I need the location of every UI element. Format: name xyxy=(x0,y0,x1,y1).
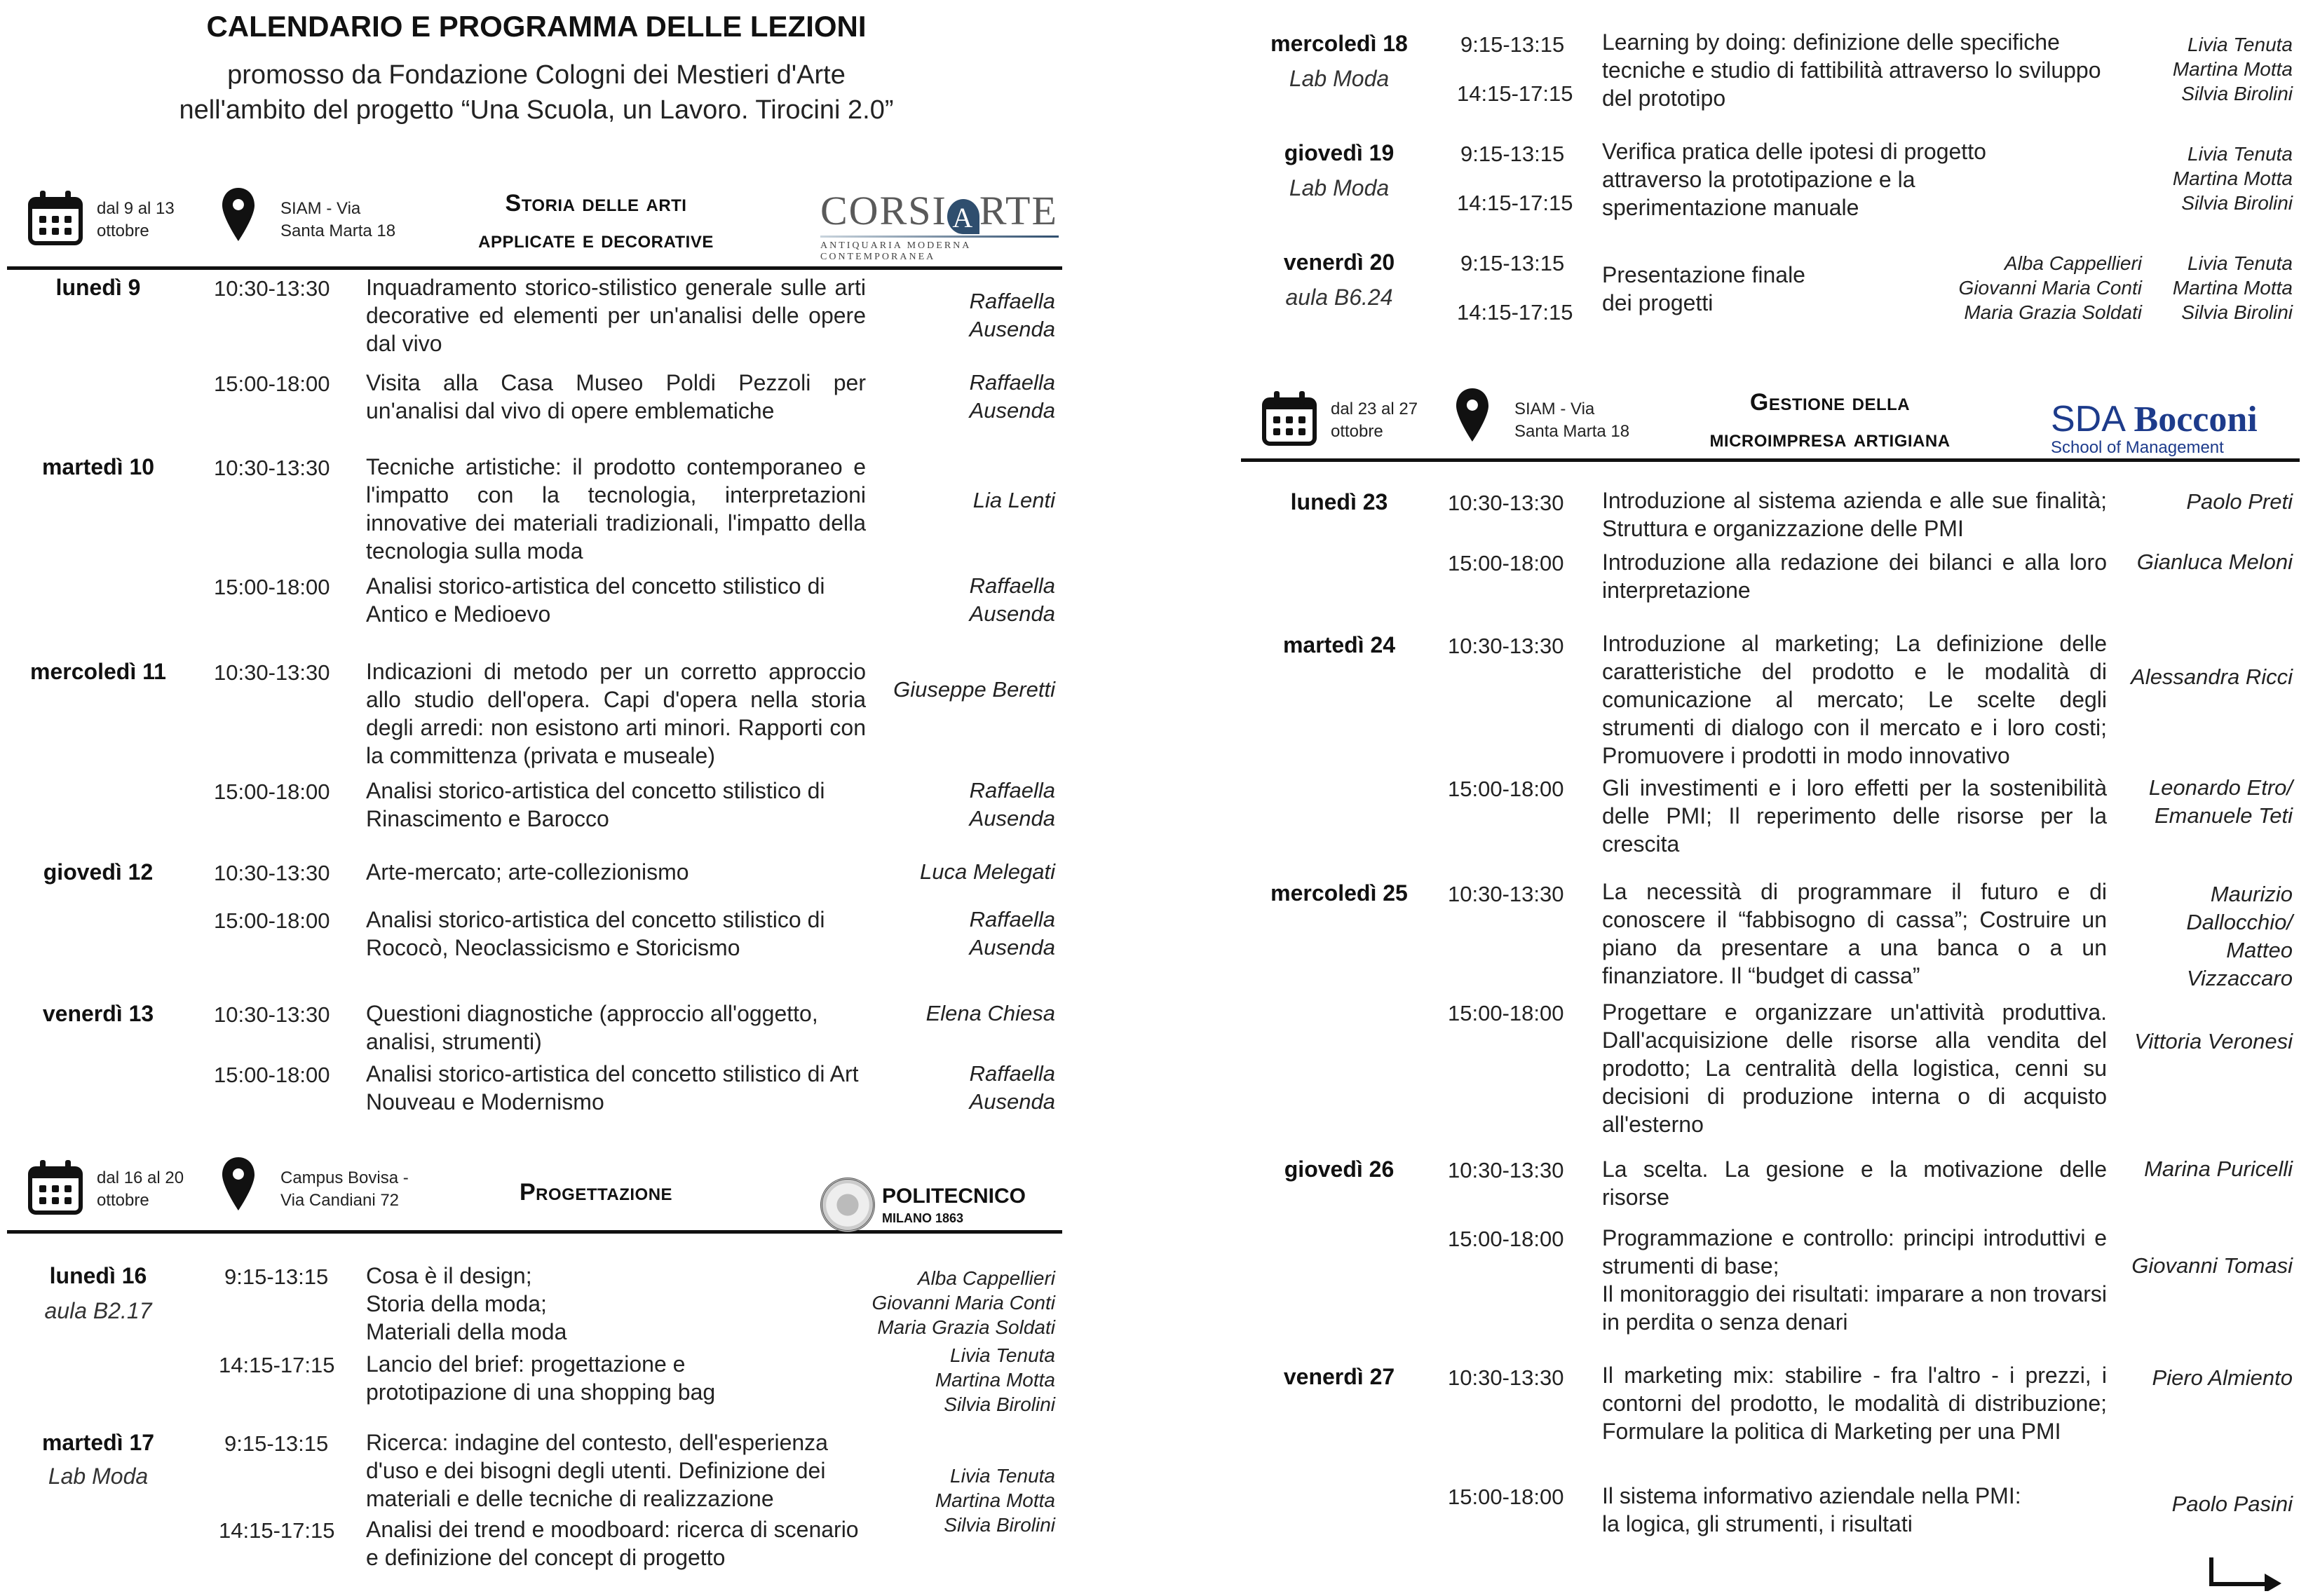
session-teacher: Giuseppe Beretti xyxy=(893,677,1055,702)
session-description: Progettare e organizzare un'attività produttiva. Dall'acquisizione delle risorse alla vendita del prodotto; La centralità della logistica, cenni su decisioni di produzione interna o di acquisto all'esterno xyxy=(1602,1000,2107,1137)
session-teachers-b: Livia Tenuta Martina Motta Silvia Birolini xyxy=(2172,252,2293,323)
session-description: Tecniche artistiche: il prodotto contemporaneo e l'impatto con la tecnologia, interpretazioni innovative dei materiali tradizionali, l'impatto della tecnologia sulla moda xyxy=(366,454,866,564)
session-description: Il sistema informativo aziendale nella PMI: la logica, gli strumenti, i risultati xyxy=(1602,1483,2021,1536)
session-time: 15:00-18:00 xyxy=(1448,777,1564,801)
session-description: Learning by doing: definizione delle specifiche tecniche e studio di fattibilità attraverso lo sviluppo del prototipo xyxy=(1602,29,2101,111)
section-title: Progettazione xyxy=(519,1179,673,1206)
day-label: lunedì 16 xyxy=(49,1263,147,1288)
session-description: Lancio del brief: progettazione e prototipazione di una shopping bag xyxy=(366,1351,716,1405)
day-label: venerdì 13 xyxy=(42,1001,154,1026)
session-description: La necessità di programmare il futuro e di conoscere il “fabbisogno di cassa”; Costruire un piano da presentare a una banca o a un finanziatore. Il “budget di cassa” xyxy=(1602,879,2107,988)
session-teacher: Leonardo Etro/ Emanuele Teti xyxy=(2148,775,2293,828)
session-time: 15:00-18:00 xyxy=(214,1063,330,1087)
politecnico-seal-icon xyxy=(820,1178,875,1232)
session-time: 15:00-18:00 xyxy=(1448,551,1564,575)
session-time: 10:30-13:30 xyxy=(1448,1365,1564,1390)
session-teacher: Alessandra Ricci xyxy=(2131,664,2293,689)
corsiarte-mark-icon: A xyxy=(947,199,979,234)
session-teacher: Gianluca Meloni xyxy=(2136,550,2293,574)
session-teachers-a: Alba Cappellieri Giovanni Maria Conti Maria Grazia Soldati xyxy=(1958,252,2142,323)
location-pin-icon xyxy=(221,186,256,243)
session-time: 9:15-13:15 xyxy=(1460,142,1565,166)
location-pin-icon xyxy=(1455,387,1490,443)
session-time: 14:15-17:15 xyxy=(1457,81,1573,106)
session-teacher: Paolo Pasini xyxy=(2171,1492,2293,1516)
arrow-turn-right-icon[interactable] xyxy=(2209,1556,2286,1591)
day-label: mercoledì 25 xyxy=(1270,880,1408,906)
room-label: aula B2.17 xyxy=(44,1298,152,1323)
session-time: 10:30-13:30 xyxy=(214,456,330,480)
politecnico-logo: POLITECNICO MILANO 1863 xyxy=(820,1178,1073,1234)
session-teachers: Livia Tenuta Martina Motta Silvia Birolini xyxy=(935,1344,1055,1415)
room-label: Lab Moda xyxy=(1289,66,1390,91)
session-description: Analisi storico-artistica del concetto stilistico di Rinascimento e Barocco xyxy=(366,778,825,831)
session-description: Analisi storico-artistica del concetto stilistico di Antico e Medioevo xyxy=(366,573,825,627)
session-description: Cosa è il design; Storia della moda; Materiali della moda xyxy=(366,1263,567,1344)
session-description: Analisi dei trend e moodboard: ricerca di scenario e definizione del concept di progetto xyxy=(366,1517,859,1570)
session-teacher: Raffaella Ausenda xyxy=(969,1061,1055,1114)
sda-bocconi-logo: SDA Bocconi School of Management xyxy=(2051,399,2258,457)
room-label: Lab Moda xyxy=(1289,175,1390,200)
day-label: mercoledì 18 xyxy=(1270,31,1408,56)
session-teacher: Elena Chiesa xyxy=(925,1001,1055,1025)
day-label: giovedì 26 xyxy=(1284,1157,1395,1182)
session-teacher: Lia Lenti xyxy=(972,488,1055,512)
session-time: 15:00-18:00 xyxy=(214,779,330,804)
session-time: 10:30-13:30 xyxy=(1448,882,1564,906)
session-time: 9:15-13:15 xyxy=(224,1264,329,1289)
session-teacher: Raffaella Ausenda xyxy=(969,573,1055,626)
session-time: 15:00-18:00 xyxy=(214,908,330,933)
location-pin-icon xyxy=(221,1156,256,1212)
subtitle-line-2: nell'ambito del progetto “Una Scuola, un Lavoro. Tirocini 2.0” xyxy=(179,95,894,125)
session-description: La scelta. La gesione e la motivazione delle risorse xyxy=(1602,1157,2107,1210)
section-title: Storia delle arti applicate e decorative xyxy=(478,190,714,253)
session-time: 10:30-13:30 xyxy=(1448,491,1564,515)
session-teacher: Vittoria Veronesi xyxy=(2134,1029,2293,1053)
session-description: Verifica pratica delle ipotesi di progetto attraverso la prototipazione e la sperimentazione manuale xyxy=(1602,139,1986,220)
session-time: 9:15-13:15 xyxy=(224,1431,329,1456)
session-description: Arte-mercato; arte-collezionismo xyxy=(366,859,689,885)
session-time: 9:15-13:15 xyxy=(1460,251,1565,275)
session-description: Programmazione e controllo: principi introduttivi e strumenti di base; Il monitoraggio dei risultati: imparare a non trovarsi in perdita o senza denari xyxy=(1602,1225,2107,1335)
calendar-icon xyxy=(28,1159,83,1215)
session-description: Introduzione alla redazione dei bilanci e alla loro interpretazione xyxy=(1602,550,2107,603)
session-time: 10:30-13:30 xyxy=(214,660,330,685)
session-description: Presentazione finale dei progetti xyxy=(1602,262,1805,315)
day-label: lunedì 23 xyxy=(1290,489,1388,514)
session-time: 9:15-13:15 xyxy=(1460,32,1565,57)
calendar-icon xyxy=(28,189,83,245)
session-teachers: Livia Tenuta Martina Motta Silvia Birolini xyxy=(935,1465,1055,1536)
session-time: 14:15-17:15 xyxy=(1457,300,1573,325)
session-description: Ricerca: indagine del contesto, dell'esperienza d'uso e dei bisogni degli utenti. Definizione dei materiali e delle tecniche di realizzazione xyxy=(366,1430,828,1511)
session-time: 10:30-13:30 xyxy=(214,861,330,885)
session-time: 15:00-18:00 xyxy=(1448,1485,1564,1509)
section-dates: dal 9 al 13 ottobre xyxy=(97,199,175,240)
session-time: 10:30-13:30 xyxy=(1448,634,1564,658)
day-label: martedì 10 xyxy=(41,454,155,479)
corsiarte-logo: CORSI A RTE ANTIQUARIA MODERNA CONTEMPORANEA xyxy=(820,188,1058,262)
session-description: Introduzione al marketing; La definizione delle caratteristiche del prodotto e le modalità di comunicazione al mercato; Le scelte degli strumenti di dialogo con il mercato e i loro costi; Promuovere i prodotti in modo innovativo xyxy=(1602,631,2107,768)
session-teacher: Paolo Preti xyxy=(2186,489,2293,514)
session-time: 15:00-18:00 xyxy=(1448,1227,1564,1251)
session-time: 15:00-18:00 xyxy=(1448,1001,1564,1025)
section-location: SIAM - Via Santa Marta 18 xyxy=(1514,400,1630,441)
session-time: 14:15-17:15 xyxy=(219,1353,335,1377)
section-title: Gestione della microimpresa artigiana xyxy=(1709,389,1951,452)
session-time: 10:30-13:30 xyxy=(214,1002,330,1027)
day-label: martedì 24 xyxy=(1282,632,1396,657)
session-time: 15:00-18:00 xyxy=(214,371,330,396)
session-description: Inquadramento storico-stilistico generale sulle arti decorative ed elementi per un'analisi delle opere dal vivo xyxy=(366,275,866,356)
session-description: Analisi storico-artistica del concetto stilistico di Rococò, Neoclassicismo e Storicismo xyxy=(366,907,825,960)
room-label: aula B6.24 xyxy=(1285,285,1393,310)
session-teacher: Raffaella Ausenda xyxy=(969,370,1055,423)
section-divider xyxy=(1241,458,2300,462)
day-label: giovedì 19 xyxy=(1284,140,1395,165)
room-label: Lab Moda xyxy=(48,1464,149,1489)
session-time: 10:30-13:30 xyxy=(1448,1158,1564,1182)
session-time: 15:00-18:00 xyxy=(214,575,330,599)
session-description: Questioni diagnostiche (approccio all'oggetto, analisi, strumenti) xyxy=(366,1001,818,1054)
session-description: Gli investimenti e i loro effetti per la sostenibilità delle PMI; Il reperimento delle risorse per la crescita xyxy=(1602,775,2107,857)
session-description: Visita alla Casa Museo Poldi Pezzoli per un'analisi dal vivo di opere emblematiche xyxy=(366,370,866,423)
page-title: CALENDARIO E PROGRAMMA DELLE LEZIONI xyxy=(206,10,867,43)
session-description: Il marketing mix: stabilire - fra l'altro - i prezzi, i contorni del prodotto, le modalità di distribuzione; Formulare la politica di Marketing per una PMI xyxy=(1602,1363,2107,1444)
day-label: giovedì 12 xyxy=(43,859,154,885)
session-teachers: Alba Cappellieri Giovanni Maria Conti Maria Grazia Soldati xyxy=(871,1267,1055,1338)
section-dates: dal 23 al 27 ottobre xyxy=(1331,400,1418,441)
session-description: Analisi storico-artistica del concetto stilistico di Art Nouveau e Modernismo xyxy=(366,1061,859,1114)
day-label: venerdì 20 xyxy=(1283,250,1395,275)
session-teachers: Livia Tenuta Martina Motta Silvia Birolini xyxy=(2172,34,2293,104)
session-teacher: Luca Melegati xyxy=(919,859,1055,884)
section-location: SIAM - Via Santa Marta 18 xyxy=(280,199,396,240)
day-label: lunedì 9 xyxy=(55,275,141,300)
day-label: venerdì 27 xyxy=(1283,1364,1395,1389)
session-teacher: Maurizio Dallocchio/ Matteo Vizzaccaro xyxy=(2186,882,2293,990)
calendar-icon xyxy=(1262,390,1317,446)
day-label: mercoledì 11 xyxy=(30,659,166,684)
session-teacher: Raffaella Ausenda xyxy=(969,907,1055,960)
session-teachers: Livia Tenuta Martina Motta Silvia Birolini xyxy=(2172,143,2293,214)
session-time: 10:30-13:30 xyxy=(214,276,330,301)
session-teacher: Raffaella Ausenda xyxy=(969,778,1055,831)
session-time: 14:15-17:15 xyxy=(1457,191,1573,215)
subtitle-line-1: promosso da Fondazione Cologni dei Mestieri d'Arte xyxy=(227,60,846,90)
session-teacher: Marina Puricelli xyxy=(2144,1157,2293,1181)
session-time: 14:15-17:15 xyxy=(219,1518,335,1543)
session-teacher: Piero Almiento xyxy=(2152,1365,2293,1390)
session-teacher: Giovanni Tomasi xyxy=(2131,1253,2293,1278)
day-label: martedì 17 xyxy=(41,1430,155,1455)
section-divider xyxy=(7,266,1062,270)
session-teacher: Raffaella Ausenda xyxy=(969,289,1055,341)
session-description: Indicazioni di metodo per un corretto approccio allo studio dell'opera. Capi d'opera nella storia degli arredi: non esistono arti minori. Rapporti con la committenza (privata e museale) xyxy=(366,659,866,768)
section-dates: dal 16 al 20 ottobre xyxy=(97,1168,184,1210)
session-description: Introduzione al sistema azienda e alle sue finalità; Struttura e organizzazione delle PMI xyxy=(1602,488,2107,541)
section-location: Campus Bovisa - Via Candiani 72 xyxy=(280,1168,409,1210)
